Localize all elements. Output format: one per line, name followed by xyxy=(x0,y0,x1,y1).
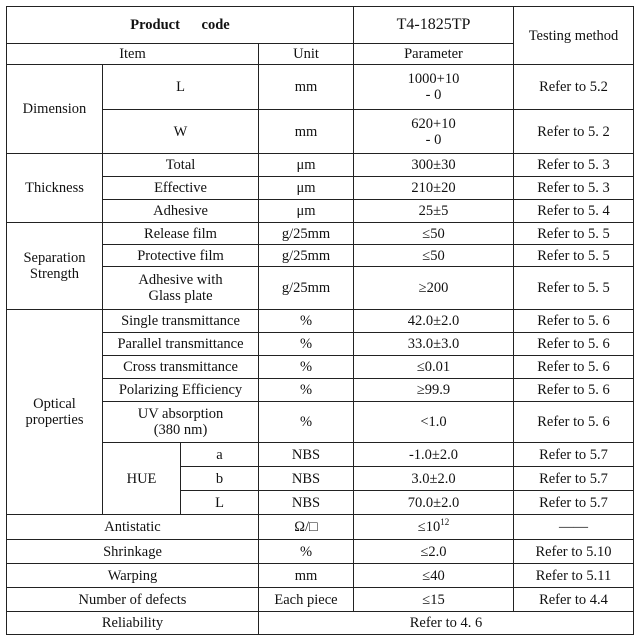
row-method: Refer to 5. 3 xyxy=(514,177,634,200)
hue-label: HUE xyxy=(103,443,181,515)
row-item: Single transmittance xyxy=(103,310,259,333)
row-param: 42.0±2.0 xyxy=(354,310,514,333)
row-param xyxy=(354,110,514,154)
row-method: Refer to 5. 6 xyxy=(514,356,634,379)
group-line: Separation xyxy=(23,250,86,266)
row-method: Refer to 5. 2 xyxy=(514,110,634,154)
hue-sub: L xyxy=(181,491,259,515)
param-line: - 0 xyxy=(425,131,442,148)
row-unit: g/25mm xyxy=(259,223,354,245)
param-line: 1000+10 xyxy=(407,71,460,87)
row-item: L xyxy=(103,65,259,110)
row-param: 300±30 xyxy=(354,154,514,177)
table-row xyxy=(7,564,634,588)
row-unit: μm xyxy=(259,177,354,200)
row-unit: μm xyxy=(259,200,354,223)
row-unit: μm xyxy=(259,154,354,177)
table-row xyxy=(7,612,634,635)
table-row xyxy=(7,65,634,110)
param-exponent: 12 xyxy=(440,517,450,528)
param-line: 620+10 xyxy=(411,115,456,132)
row-param: <1.0 xyxy=(354,402,514,443)
row-method: Refer to 5. 5 xyxy=(514,223,634,245)
row-unit: % xyxy=(259,333,354,356)
row-method: Refer to 5.2 xyxy=(514,65,634,110)
product-code-value: T4-1825TP xyxy=(354,7,514,44)
hue-sub: a xyxy=(181,443,259,467)
row-item: Release film xyxy=(103,223,259,245)
row-param: ≤0.01 xyxy=(354,356,514,379)
row-unit: % xyxy=(259,402,354,443)
row-param: 3.0±2.0 xyxy=(354,467,514,491)
unit-header: Unit xyxy=(259,44,354,65)
row-method: Refer to 5.7 xyxy=(514,443,634,467)
spec-table xyxy=(6,6,634,635)
row-method: Refer to 5.11 xyxy=(514,564,634,588)
row-method: Refer to 5. 6 xyxy=(514,333,634,356)
row-method: Refer to 5.7 xyxy=(514,467,634,491)
row-item: Antistatic xyxy=(7,515,259,540)
row-param: 70.0±2.0 xyxy=(354,491,514,515)
header-row xyxy=(7,7,634,44)
parameter-header: Parameter xyxy=(354,44,514,65)
row-item: Cross transmittance xyxy=(103,356,259,379)
row-param: -1.0±2.0 xyxy=(354,443,514,467)
row-unit: % xyxy=(259,356,354,379)
row-method: Refer to 5.7 xyxy=(514,491,634,515)
table-row xyxy=(7,154,634,177)
row-method: Refer to 5.10 xyxy=(514,540,634,564)
row-item xyxy=(103,267,259,310)
row-item: Number of defects xyxy=(7,588,259,612)
item-line: UV absorption xyxy=(137,406,224,422)
group-line: properties xyxy=(25,412,84,428)
group-line: Strength xyxy=(29,266,80,282)
row-unit: mm xyxy=(259,564,354,588)
row-method: Refer to 5. 5 xyxy=(514,245,634,267)
row-method: Refer to 5. 6 xyxy=(514,310,634,333)
table-row xyxy=(7,223,634,245)
row-unit: mm xyxy=(259,65,354,110)
row-unit: Ω/□ xyxy=(259,515,354,540)
thickness-group: Thickness xyxy=(7,154,103,223)
row-param: 210±20 xyxy=(354,177,514,200)
row-param: ≥99.9 xyxy=(354,379,514,402)
row-param: 25±5 xyxy=(354,200,514,223)
table-row xyxy=(7,540,634,564)
item-line: Adhesive with xyxy=(138,272,223,288)
row-item: Shrinkage xyxy=(7,540,259,564)
row-method: Refer to 5. 4 xyxy=(514,200,634,223)
row-item: Total xyxy=(103,154,259,177)
row-method: Refer to 5. 6 xyxy=(514,402,634,443)
row-unit: NBS xyxy=(259,443,354,467)
row-param: ≤50 xyxy=(354,245,514,267)
hue-sub: b xyxy=(181,467,259,491)
row-item: Effective xyxy=(103,177,259,200)
row-unit: Each piece xyxy=(259,588,354,612)
item-line: Glass plate xyxy=(148,288,213,304)
row-param xyxy=(354,65,514,110)
row-param: ≥200 xyxy=(354,267,514,310)
row-param xyxy=(354,515,514,540)
row-unit: % xyxy=(259,540,354,564)
row-item: Reliability xyxy=(7,612,259,635)
row-param: ≤2.0 xyxy=(354,540,514,564)
row-item: Polarizing Efficiency xyxy=(103,379,259,402)
spec-sheet xyxy=(6,6,634,635)
row-unit: % xyxy=(259,310,354,333)
row-unit: NBS xyxy=(259,467,354,491)
dimension-group: Dimension xyxy=(7,65,103,154)
row-unit: NBS xyxy=(259,491,354,515)
row-param: ≤50 xyxy=(354,223,514,245)
row-param: 33.0±3.0 xyxy=(354,333,514,356)
row-method: Refer to 5. 3 xyxy=(514,154,634,177)
item-line: (380 nm) xyxy=(153,422,208,438)
table-row xyxy=(7,588,634,612)
row-item: Adhesive xyxy=(103,200,259,223)
table-row xyxy=(7,310,634,333)
row-unit: g/25mm xyxy=(259,267,354,310)
testing-method-header: Testing method xyxy=(514,7,634,65)
row-item: W xyxy=(103,110,259,154)
group-line: Optical xyxy=(33,396,76,412)
row-method: Refer to 5. 5 xyxy=(514,267,634,310)
row-param: ≤40 xyxy=(354,564,514,588)
row-unit: mm xyxy=(259,110,354,154)
row-method: Refer to 5. 6 xyxy=(514,379,634,402)
optical-group xyxy=(7,310,103,515)
table-row xyxy=(7,515,634,540)
param-line: - 0 xyxy=(425,87,442,103)
row-unit: g/25mm xyxy=(259,245,354,267)
product-code-label: Product code xyxy=(7,7,354,44)
reliability-value: Refer to 4. 6 xyxy=(259,612,634,635)
row-method: Refer to 4.4 xyxy=(514,588,634,612)
row-method: —— xyxy=(514,515,634,540)
row-item: Warping xyxy=(7,564,259,588)
separation-group xyxy=(7,223,103,310)
row-param: ≤15 xyxy=(354,588,514,612)
row-item: Protective film xyxy=(103,245,259,267)
row-item: Parallel transmittance xyxy=(103,333,259,356)
item-header: Item xyxy=(7,44,259,65)
param-base: ≤10 xyxy=(417,519,441,535)
row-item xyxy=(103,402,259,443)
row-unit: % xyxy=(259,379,354,402)
